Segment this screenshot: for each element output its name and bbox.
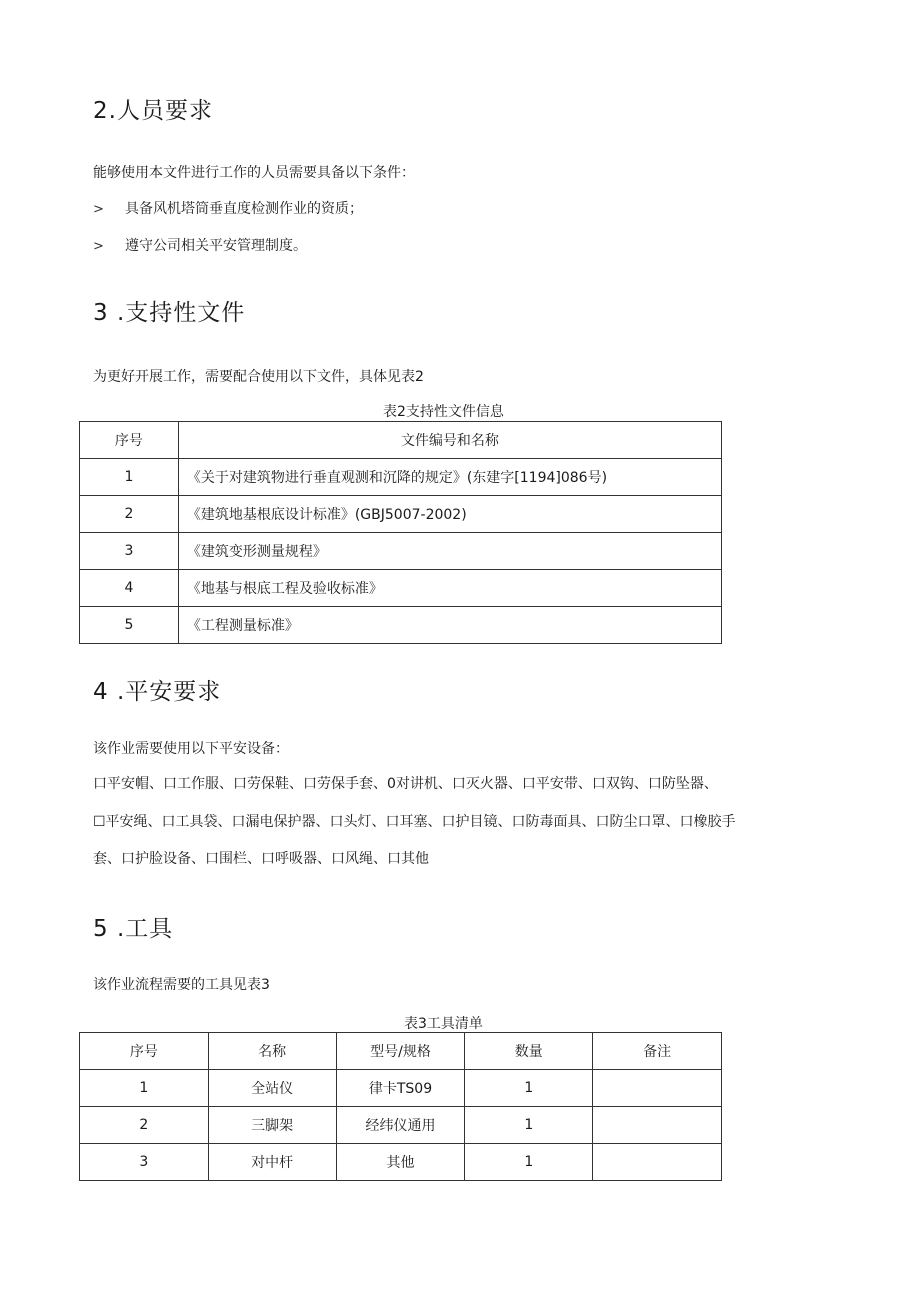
- header-cell: 数量: [465, 1033, 593, 1070]
- cell-index: 1: [80, 1070, 209, 1107]
- cell-index: 1: [80, 459, 179, 496]
- header-cell: 序号: [80, 1033, 209, 1070]
- table-row: [80, 496, 722, 533]
- table-row: [80, 1107, 722, 1144]
- cell-index: 3: [80, 1144, 209, 1181]
- cell-remark: [593, 1070, 722, 1107]
- equipment-line: ☐平安绳、口工具袋、口漏电保护器、口头灯、口耳塞、口护目镜、口防毒面具、口防尘口罩、口橡胶手: [93, 814, 736, 830]
- cell-remark: [593, 1107, 722, 1144]
- table-2-caption: 表2支持性文件信息: [383, 404, 504, 420]
- cell-name: 全站仪: [208, 1070, 336, 1107]
- cell-document: 《建筑地基根底设计标准》(GBJ5007-2002): [178, 496, 721, 533]
- cell-model: 经纬仪通用: [336, 1107, 465, 1144]
- section-5-heading: 5 .工具: [93, 916, 174, 942]
- cell-index: 3: [80, 533, 179, 570]
- cell-name: 对中杆: [208, 1144, 336, 1181]
- cell-name: 三脚架: [208, 1107, 336, 1144]
- table-header-row: [80, 422, 722, 459]
- cell-index: 5: [80, 607, 179, 644]
- table-row: [80, 607, 722, 644]
- section-2-intro: 能够使用本文件进行工作的人员需要具备以下条件：: [93, 165, 415, 181]
- equipment-line: 口平安帽、口工作服、口劳保鞋、口劳保手套、0对讲机、口灭火器、口平安带、口双钩、口防坠器、: [93, 776, 718, 792]
- cell-quantity: 1: [465, 1144, 593, 1181]
- cell-index: 4: [80, 570, 179, 607]
- section-5-intro: 该作业流程需要的工具见表3: [93, 977, 270, 993]
- cell-model: 其他: [336, 1144, 465, 1181]
- table-row: [80, 533, 722, 570]
- chevron-right-icon: >: [93, 239, 104, 254]
- table-row: [80, 1070, 722, 1107]
- table-row: [80, 1144, 722, 1181]
- section-2-heading: 2.人员要求: [93, 98, 213, 124]
- cell-index: 2: [80, 496, 179, 533]
- header-cell: 序号: [80, 422, 179, 459]
- cell-document: 《关于对建筑物进行垂直观测和沉降的规定》(东建字[1194]086号): [178, 459, 721, 496]
- header-cell: 备注: [593, 1033, 722, 1070]
- bullet-text: 遵守公司相关平安管理制度。: [125, 238, 307, 254]
- equipment-line: 套、口护脸设备、口围栏、口呼吸器、口风绳、口其他: [93, 851, 429, 867]
- bullet-item: [93, 235, 307, 255]
- bullet-text: 具备风机塔筒垂直度检测作业的资质；: [125, 201, 363, 217]
- supporting-docs-table: [79, 421, 722, 644]
- header-cell: 型号/规格: [336, 1033, 465, 1070]
- chevron-right-icon: >: [93, 202, 104, 217]
- section-4-heading: 4 .平安要求: [93, 679, 222, 705]
- header-cell: 文件编号和名称: [178, 422, 721, 459]
- cell-quantity: 1: [465, 1070, 593, 1107]
- cell-index: 2: [80, 1107, 209, 1144]
- cell-remark: [593, 1144, 722, 1181]
- tools-table: [79, 1032, 722, 1181]
- cell-document: 《工程测量标准》: [178, 607, 721, 644]
- cell-document: 《建筑变形测量规程》: [178, 533, 721, 570]
- header-cell: 名称: [208, 1033, 336, 1070]
- cell-quantity: 1: [465, 1107, 593, 1144]
- table-row: [80, 570, 722, 607]
- section-4-intro: 该作业需要使用以下平安设备：: [93, 741, 289, 757]
- table-header-row: [80, 1033, 722, 1070]
- section-3-heading: 3 .支持性文件: [93, 300, 246, 326]
- bullet-item: [93, 198, 363, 218]
- table-row: [80, 459, 722, 496]
- cell-model: 律卡TS09: [336, 1070, 465, 1107]
- section-3-intro: 为更好开展工作，需要配合使用以下文件，具体见表2: [93, 369, 424, 385]
- cell-document: 《地基与根底工程及验收标准》: [178, 570, 721, 607]
- table-3-caption: 表3工具清单: [404, 1016, 483, 1032]
